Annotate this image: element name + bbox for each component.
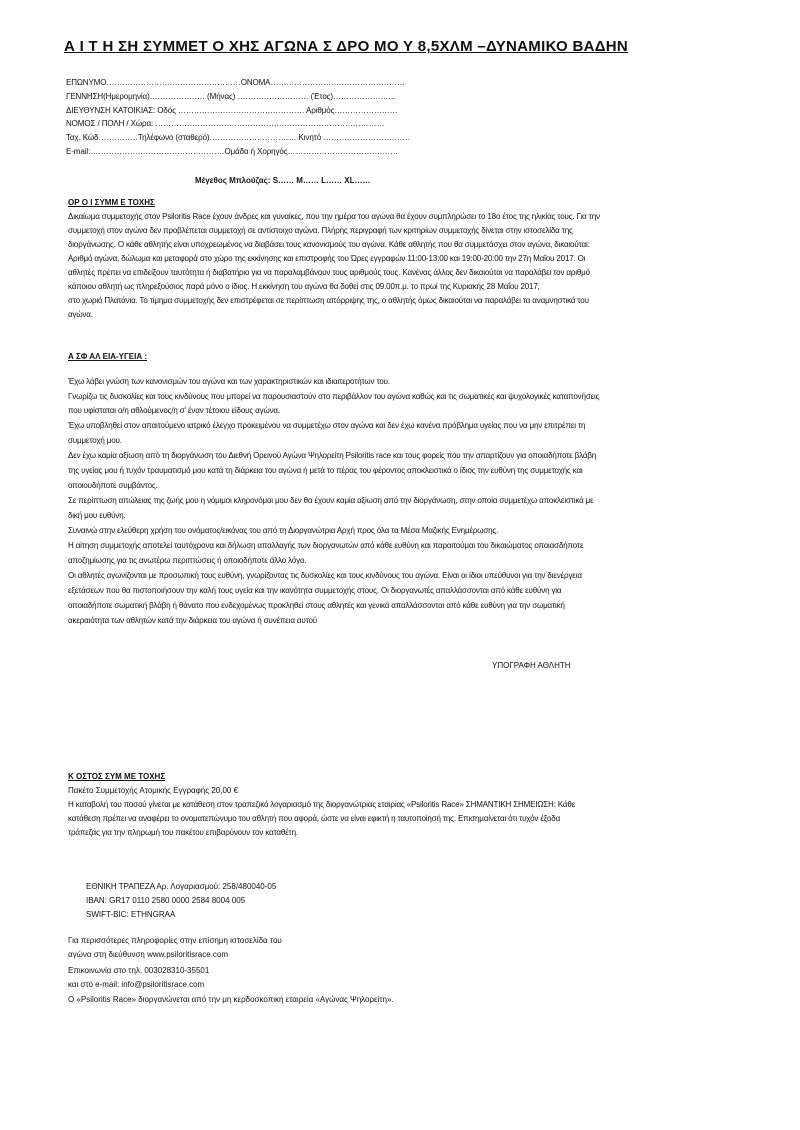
payment-line: Η καταβολή του ποσού γίνεται με κατάθεση στον τραπεζικό λογαριασμό της διοργανώτριας εταιρίας «Psiloritis Race» ΣΗΜΑΝΤΙΚΗ ΣΗΜΕΙΩΣΗ: Κάθε xyxy=(68,800,576,809)
safety-line: συμμετοχή μου. xyxy=(68,436,122,445)
safety-line: οποιαδήποτε σωματική βλάβη ή θάνατο που ενδεχομένως προκληθεί στους αθλητές και γενικά απαλλάσσονται από κάθε ευθύνη για την σωματική xyxy=(68,601,565,610)
organizer-line: Ο «Psiloritis Race» διοργανώνεται από την μη κερδοσκοπική εταιρεία «Αγώνας Ψηλορείτη». xyxy=(68,995,394,1004)
terms-line: αθλητές πρέπει να επιδείξουν ταυτότητα ή διαβατήριο για να παραλαμβάνουν τους αριθμούς τους. Κανένας άλλος δεν δικαιούται να παραλάβει τον αριθμό xyxy=(68,268,590,277)
terms-line: συμμετοχή στον αγώνα δεν προβλέπεται συμμετοχή σε αντίστοιχο αγώνα. Πλήρης περιγραφή των κριτηρίων συμμετοχής δίνεται στην ιστοσελίδα της xyxy=(68,226,573,235)
bank-account: ΕΘΝΙΚΗ ΤΡΑΠΕΖΑ Αρ. Λογαριασμού: 258/480040-05 xyxy=(86,882,277,891)
surname-name-field[interactable]: ΕΠΩΝΥΜΟ……………………………………………ΟΝΟΜΑ…………………………………………… xyxy=(66,78,405,87)
email-line[interactable]: και στο e-mail: info@psiloritisrace.com xyxy=(68,980,205,989)
safety-heading: Α ΣΦ ΑΛ ΕΙΑ-ΥΓΕΙΑ : xyxy=(68,352,147,361)
terms-heading: ΟΡ Ο Ι ΣΥΜΜ Ε ΤΟΧΗΣ xyxy=(68,198,155,207)
payment-line: τράπεζας για την πληρωμή του πακέτου επιβαρύνουν τον καταθέτη. xyxy=(68,828,298,837)
payment-line: κατάθεση πρέπει να αναφέρει το ονοματεπώνυμο του αθλητή που αφορά, ώστε να είναι εφικτή η ταυτοποίησή της. Επισημαίνεται ότι τυχόν έξοδα xyxy=(68,814,561,823)
terms-line: Αριθμό αγώνα, δώλωμα και μεταφορά στο χώρο της εκκίνησης και επιστροφής του Ώρες εγγραφών 11:00-13:00 και 19:00-20:00 την 27η Μαΐου 2017. Οι xyxy=(68,254,586,263)
safety-line: Γνωρίζω τις δυσκολίες και τους κινδύνους που μπορεί να παρουσιαστούν στο περιβάλλον του αγώνα καθώς και τις σωματικές και ψυχολογικές καταπονήσεις xyxy=(68,392,600,401)
safety-line: δική μου ευθύνη. xyxy=(68,511,126,520)
bank-iban: IBAN: GR17 0110 2580 0000 2584 8004 005 xyxy=(86,896,246,905)
safety-line: αποζημίωσης για τις ανωτέρω περιπτώσεις ή οποιοδήποτε άλλο λόγο. xyxy=(68,556,307,565)
safety-line: Σε περίπτωση απώλειας της ζωής μου η νόμιμοι κληρονόμοι μου δεν θα έχουν καμία αξίωση από την διοργάνωση, στην οποία συμμετέχω αποκλειστικά με xyxy=(68,496,594,505)
safety-line: Συναινώ στην ελεύθερη χρήση του ονόματος/εικόνας του από τη Διοργανώτρια Αρχή προς όλα τα Μέσα Μαζικής Ενημέρωσης. xyxy=(68,526,499,535)
website-line[interactable]: αγώνα στη διεύθυνση www.psiloritisrace.com xyxy=(68,950,228,959)
terms-line: στο χωριό Πλατάνια. Το τίμημα συμμετοχής δεν επιστρέφεται σε περίπτωση απόρριψης της, ο αθλητής όμως δικαιούται να παραλάβει τα αναμνηστικά του xyxy=(68,296,589,305)
athlete-signature-label: ΥΠΟΓΡΑΦΗ ΑΘΛΗΤΗ xyxy=(492,661,571,670)
info-line: Για περισσότερες πληροφορίες στην επίσημη ιστοσελίδα του xyxy=(68,936,282,945)
terms-line: Δικαίωμα συμμετοχής στον Psiloritis Race έχουν άνδρες και γυναίκες, που την ημέρα του αγώνα θα έχουν συμπληρώσει το 18ο έτος της ηλικίας τους. Για την xyxy=(68,212,600,221)
package-price: Πακέτο Συμμετοχής Ατομικής Εγγραφής 20,00 € xyxy=(68,786,239,795)
bank-swift: SWIFT-BIC: ETHNGRAA xyxy=(86,910,176,919)
page-title: Α Ι Τ Η ΣΗ ΣΥΜΜΕΤ Ο ΧΗΣ ΑΓΩΝΑ Σ ΔΡΟ ΜΟ Υ 8,5ΧΛΜ –ΔΥΝΑΜΙΚΟ ΒΑΔΗΝ xyxy=(64,38,629,55)
postal-phone-field[interactable]: Ταχ. Κώδ……………Τηλέφωνο (σταθερό)…………………………… Κινητό …………………………… xyxy=(66,133,411,142)
birth-date-field[interactable]: ΓΕΝΝΗΣΗ(Ημερομηνία)………………… (Μήνας) ……………………… (Έτος)…………………… xyxy=(66,92,397,101)
tshirt-size-field[interactable]: Μέγεθος Μπλούζας: S…… M…… L…… XL…… xyxy=(195,176,371,185)
safety-line: οποιουδήποτε συμβάντος. xyxy=(68,481,158,490)
safety-line: Οι αθλητές αγωνίζονται με προσωπική τους ευθύνη, γνωρίζοντας τις δυσκολίες και τους κινδύνους του αγώνα. Είναι οι ίδιοι υπεύθυνοι για την διενέργεια xyxy=(68,571,582,580)
address-field[interactable]: ΔΙΕΥΘΥΝΣΗ ΚΑΤΟΙΚΙΑΣ: Οδός ………………………………………… Αριθμός…………………… xyxy=(66,106,398,115)
region-city-country-field[interactable]: ΝΟΜΟΣ / ΠΟΛΗ / Χώρα: …………………………………………………………………………… xyxy=(66,119,385,128)
phone-line: Επικοινωνία στο τηλ. 003028310-35501 xyxy=(68,966,210,975)
safety-line: που υφίσταται ο/η αθλούμενος/η σ' έναν τέτοιου είδους αγώνα. xyxy=(68,406,280,415)
safety-line: Έχω λάβει γνώση των κανονισμών του αγώνα και των χαρακτηριστικών και ιδιαιτεροτήτων του. xyxy=(68,377,390,386)
email-team-field[interactable]: E-mail:……………………………………………Ομάδα ή Χορηγός…………………………………… xyxy=(66,147,399,156)
safety-line: Δεν έχω καμία αξίωση από τη διοργάνωση του Διεθνή Ορεινού Αγώνα Ψηλορείτη Psiloritis race και τους φορείς που την απαρτίζουν για οποιαδήποτε βλάβη xyxy=(68,451,597,460)
terms-line: διοργάνωσης. Ο κάθε αθλητής είναι υποχρεωμένος να διαβάσει τους κανονισμούς του αγώνα. Κάθε αθλητής που θα συμμετάσχει στον αγώνα, δικαιούται: xyxy=(68,240,590,249)
terms-line: αγώνα. xyxy=(68,310,93,319)
safety-line: της υγείας μου ή τυχόν τραυματισμό μου κατά τη διάρκεια του αγώνα ή μετά το πέρας του φέροντος αποκλειστικά ο ίδιος την ευθύνη της συμμετοχής και xyxy=(68,466,583,475)
terms-line: κάποιου αθλητή ως πληρεξούσιος παρά μόνο ο ίδιος. Η εκκίνηση του αγώνα θα δοθεί στις 09.00π.μ. το πρωί της Κυριακής 28 Μαΐου 2017, xyxy=(68,282,540,291)
safety-line: ακεραιότητα των αθλητών κατά την διάρκεια του αγώνα ή συνέπεια αυτού xyxy=(68,616,317,625)
safety-line: εξετάσεων που θα πιστοποιήσουν την καλή τους υγεία και την ικανότητα συμμετοχής στους. Οι διοργανωτές απαλλάσσονται από κάθε ευθύνη για xyxy=(68,586,562,595)
safety-line: Έχω υποβληθεί στον απαιτούμενο ιατρικό έλεγχο προκειμένου να συμμετέχω στον αγώνα και δεν έχω κανένα πρόβλημα υγείας που να μην επιτρέπει τη xyxy=(68,421,586,430)
safety-line: Η αίτηση συμμετοχής αποτελεί ταυτόχρονα και δήλωση απαλλαγής των διοργανωτών από κάθε ευθύνη και παραιτούμαι του δικαιώματος οποιασδήποτε xyxy=(68,541,584,550)
cost-heading: Κ ΟΣΤΟΣ ΣΥΜ ΜΕ ΤΟΧΗΣ xyxy=(68,772,166,781)
